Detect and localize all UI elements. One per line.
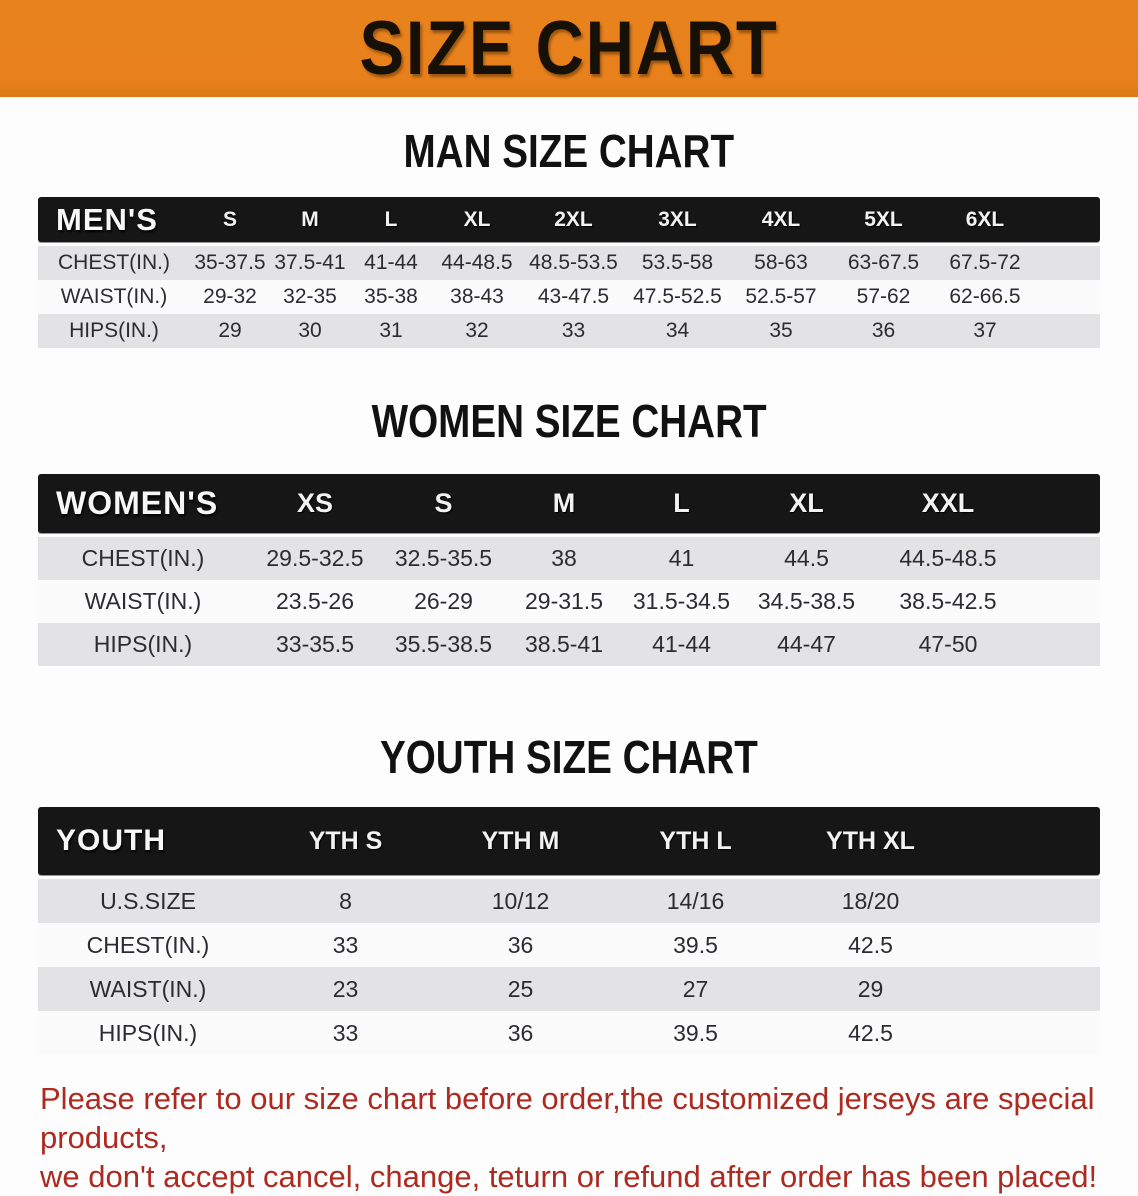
size-column-header: 6XL [965,207,1005,231]
size-column-header: 4XL [761,207,801,231]
size-column-header: 3XL [658,207,697,231]
table-row [38,537,1100,580]
measurement-value: 44.5 [784,545,829,571]
measurement-value: 23.5-26 [275,588,354,614]
measurement-value: 29.5-32.5 [266,545,364,571]
measurement-value: 33 [561,319,586,342]
measurement-value: 63-67.5 [847,251,920,274]
measurement-value: 52.5-57 [745,285,817,308]
women-section-heading [0,395,1138,447]
size-column-header: YTH S [308,826,383,855]
measurement-value: 33-35.5 [275,631,354,657]
measurement-value: 38-43 [450,285,504,308]
size-column-header: XXL [921,488,975,518]
size-column-header: S [434,488,453,518]
measurement-value: 10/12 [491,887,550,914]
measurement-value: 42.5 [848,931,893,958]
measurement-label: WAIST(IN.) [84,588,202,614]
measurement-value: 37.5-41 [274,251,346,274]
disclaimer [40,1079,1138,1196]
measurement-value: 36 [871,319,896,342]
measurement-value: 27 [682,975,709,1002]
measurement-value: 43-47.5 [537,285,610,308]
measurement-value: 38 [551,545,577,571]
size-column-header: YTH XL [826,826,915,855]
women-size-table [38,474,1100,666]
measurement-value: 33 [332,931,359,958]
size-column-header: XS [296,488,334,518]
size-column-header: M [301,207,319,231]
measurement-value: 39.5 [673,931,718,958]
size-column-header: M [552,488,576,518]
disclaimer-line-2: we don't accept cancel, change, teturn or refund after order has been placed! [40,1159,1098,1194]
size-column-header: 5XL [864,207,903,231]
table-row [38,280,1100,314]
measurement-value: 33 [332,1019,359,1046]
table-row [38,923,1100,967]
measurement-value: 26-29 [414,588,473,614]
table-title-cell: WOMEN'S [56,485,219,521]
measurement-value: 32.5-35.5 [394,545,493,571]
measurement-value: 30 [298,319,322,342]
measurement-label: CHEST(IN.) [81,545,205,571]
measurement-value: 41-44 [652,631,711,657]
measurement-value: 57-62 [856,285,911,308]
measurement-value: 35 [769,319,793,342]
youth-section-heading [0,731,1138,783]
measurement-value: 48.5-53.5 [529,251,618,274]
size-column-header: YTH M [481,826,560,855]
table-row [38,623,1100,666]
measurement-value: 62-66.5 [949,285,1021,308]
measurement-label: HIPS(IN.) [98,1019,198,1046]
youth-size-table [38,807,1100,1055]
measurement-value: 44-47 [777,631,836,657]
table-row [38,580,1100,623]
measurement-value: 53.5-58 [641,251,714,274]
table-row [38,246,1100,280]
size-column-header: YTH L [659,826,732,855]
measurement-value: 35.5-38.5 [394,631,493,657]
size-column-header: XL [789,488,824,518]
measurement-value: 23 [332,975,359,1002]
measurement-value: 8 [339,887,352,914]
measurement-value: 38.5-41 [524,631,603,657]
measurement-value: 39.5 [673,1019,718,1046]
measurement-value: 32-35 [283,285,337,308]
measurement-value: 67.5-72 [949,251,1021,274]
table-row [38,967,1100,1011]
measurement-value: 29-31.5 [524,588,603,614]
measurement-value: 29-32 [203,285,257,308]
measurement-value: 36 [507,931,534,958]
measurement-value: 44-48.5 [441,251,513,274]
table-row [38,314,1100,348]
table-row [38,879,1100,923]
measurement-value: 47.5-52.5 [633,285,722,308]
measurement-label: HIPS(IN.) [93,631,193,657]
table-header-row [38,474,1100,533]
disclaimer-line-1: Please refer to our size chart before order,the customized jerseys are special products, [40,1081,1095,1155]
women-section-heading-text: WOMEN SIZE CHART [371,395,767,447]
measurement-value: 58-63 [754,251,808,274]
size-column-header: L [384,207,398,231]
table-title-cell: MEN'S [56,201,158,237]
size-column-header: 2XL [554,207,593,231]
measurement-label: CHEST(IN.) [58,251,170,274]
measurement-value: 36 [507,1019,534,1046]
measurement-value: 31.5-34.5 [632,588,731,614]
measurement-label: WAIST(IN.) [89,975,207,1002]
youth-section-heading-text: YOUTH SIZE CHART [380,731,758,783]
measurement-value: 44.5-48.5 [899,545,997,571]
measurement-value: 47-50 [918,631,978,657]
size-chart-banner [0,0,1138,97]
measurement-value: 41 [668,545,695,571]
measurement-value: 32 [465,319,489,342]
measurement-value: 29 [857,975,884,1002]
table-row [38,1011,1100,1055]
table-header-row [38,807,1100,875]
measurement-value: 14/16 [666,887,725,914]
measurement-value: 42.5 [848,1019,893,1046]
measurement-value: 34 [665,319,690,342]
men-size-table [38,197,1100,348]
measurement-value: 41-44 [364,251,418,274]
measurement-value: 29 [218,319,242,342]
measurement-value: 25 [507,975,534,1002]
measurement-value: 35-38 [364,285,418,308]
measurement-value: 35-37.5 [194,251,266,274]
measurement-value: 37 [973,319,997,342]
measurement-label: CHEST(IN.) [86,931,210,958]
measurement-label: U.S.SIZE [100,887,196,914]
table-title-cell: YOUTH [56,824,166,857]
table-header-row [38,197,1100,242]
measurement-value: 31 [379,319,403,342]
size-column-header: S [222,207,237,231]
measurement-label: HIPS(IN.) [69,319,159,342]
man-section-heading [0,125,1138,177]
size-column-header: XL [463,207,491,231]
measurement-label: WAIST(IN.) [60,285,168,308]
measurement-value: 34.5-38.5 [757,588,856,614]
size-column-header: L [673,488,690,518]
measurement-value: 18/20 [841,887,900,914]
man-section-heading-text: MAN SIZE CHART [403,125,735,177]
measurement-value: 38.5-42.5 [899,588,997,614]
banner-title: SIZE CHART [359,6,779,91]
